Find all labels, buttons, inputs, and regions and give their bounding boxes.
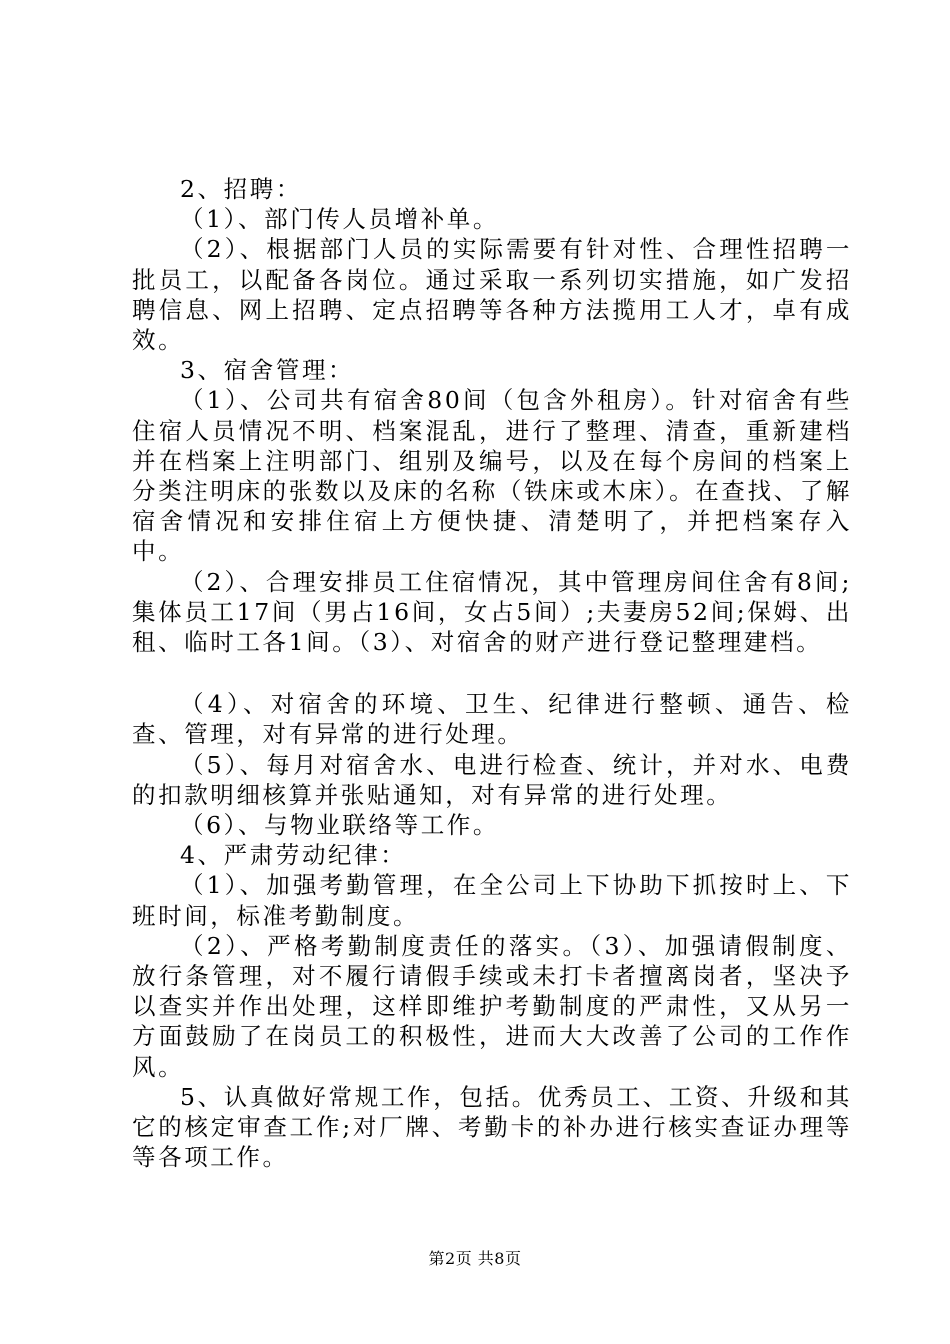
paragraph-spacer [132, 657, 852, 689]
paragraph: （6）、与物业联络等工作。 [180, 811, 500, 840]
paragraph: （1）、加强考勤管理，在全公司上下协助下抓按时上、下班时间，标准考勤制度。 [132, 871, 852, 930]
paragraph: （4）、对宿舍的环境、卫生、纪律进行整顿、通告、检查、管理，对有异常的进行处理。 [132, 690, 852, 749]
paragraph: （2）、根据部门人员的实际需要有针对性、合理性招聘一批员工，以配备各岗位。通过采取一系列切实措施，如广发招聘信息、网上招聘、定点招聘等各种方法揽用工人才，卓有成效。 [132, 235, 852, 355]
section-heading-recruitment: 2、招聘： [180, 175, 302, 203]
section-heading-dormitory: 3、宿舍管理： [180, 356, 355, 385]
page-footer: 第2页 共8页 [428, 1249, 522, 1268]
paragraph: （1）、部门传人员增补单。 [180, 205, 500, 234]
paragraph: （5）、每月对宿舍水、电进行检查、统计，并对水、电费的扣款明细核算并张贴通知，对有异常的进行处理。 [132, 750, 852, 809]
paragraph: （1）、公司共有宿舍80间（包含外租房）。针对宿舍有些住宿人员情况不明、档案混乱，进行了整理、清查，重新建档并在档案上注明部门、组别及编号，以及在每个房间的档案上分类注明床的张数以及床的名称（铁床或木床）。在查找、了解宿舍情况和安排住宿上方便快捷、清楚明了，并把档案存入中。 [132, 386, 852, 566]
section-heading-discipline: 4、严肃劳动纪律： [180, 841, 407, 870]
paragraph: （2）、合理安排员工住宿情况，其中管理房间住舍有8间;集体员工17间（男占16间，女占5间）;夫妻房52间;保姆、出租、临时工各1间。（3）、对宿舍的财产进行登记整理建档。 [132, 567, 852, 657]
paragraph: （2）、严格考勤制度责任的落实。（3）、加强请假制度、放行条管理，对不履行请假手续或未打卡者擅离岗者，坚决予以查实并作出处理，这样即维护考勤制度的严肃性，又从另一方面鼓励了在岗员工的积极性，进而大大改善了公司的工作作风。 [132, 931, 852, 1081]
document-body [132, 174, 852, 1173]
section-heading-routine-work: 5、认真做好常规工作，包括。优秀员工、工资、升级和其它的核定审查工作;对厂牌、考勤卡的补办进行核实查证办理等等各项工作。 [132, 1082, 852, 1172]
